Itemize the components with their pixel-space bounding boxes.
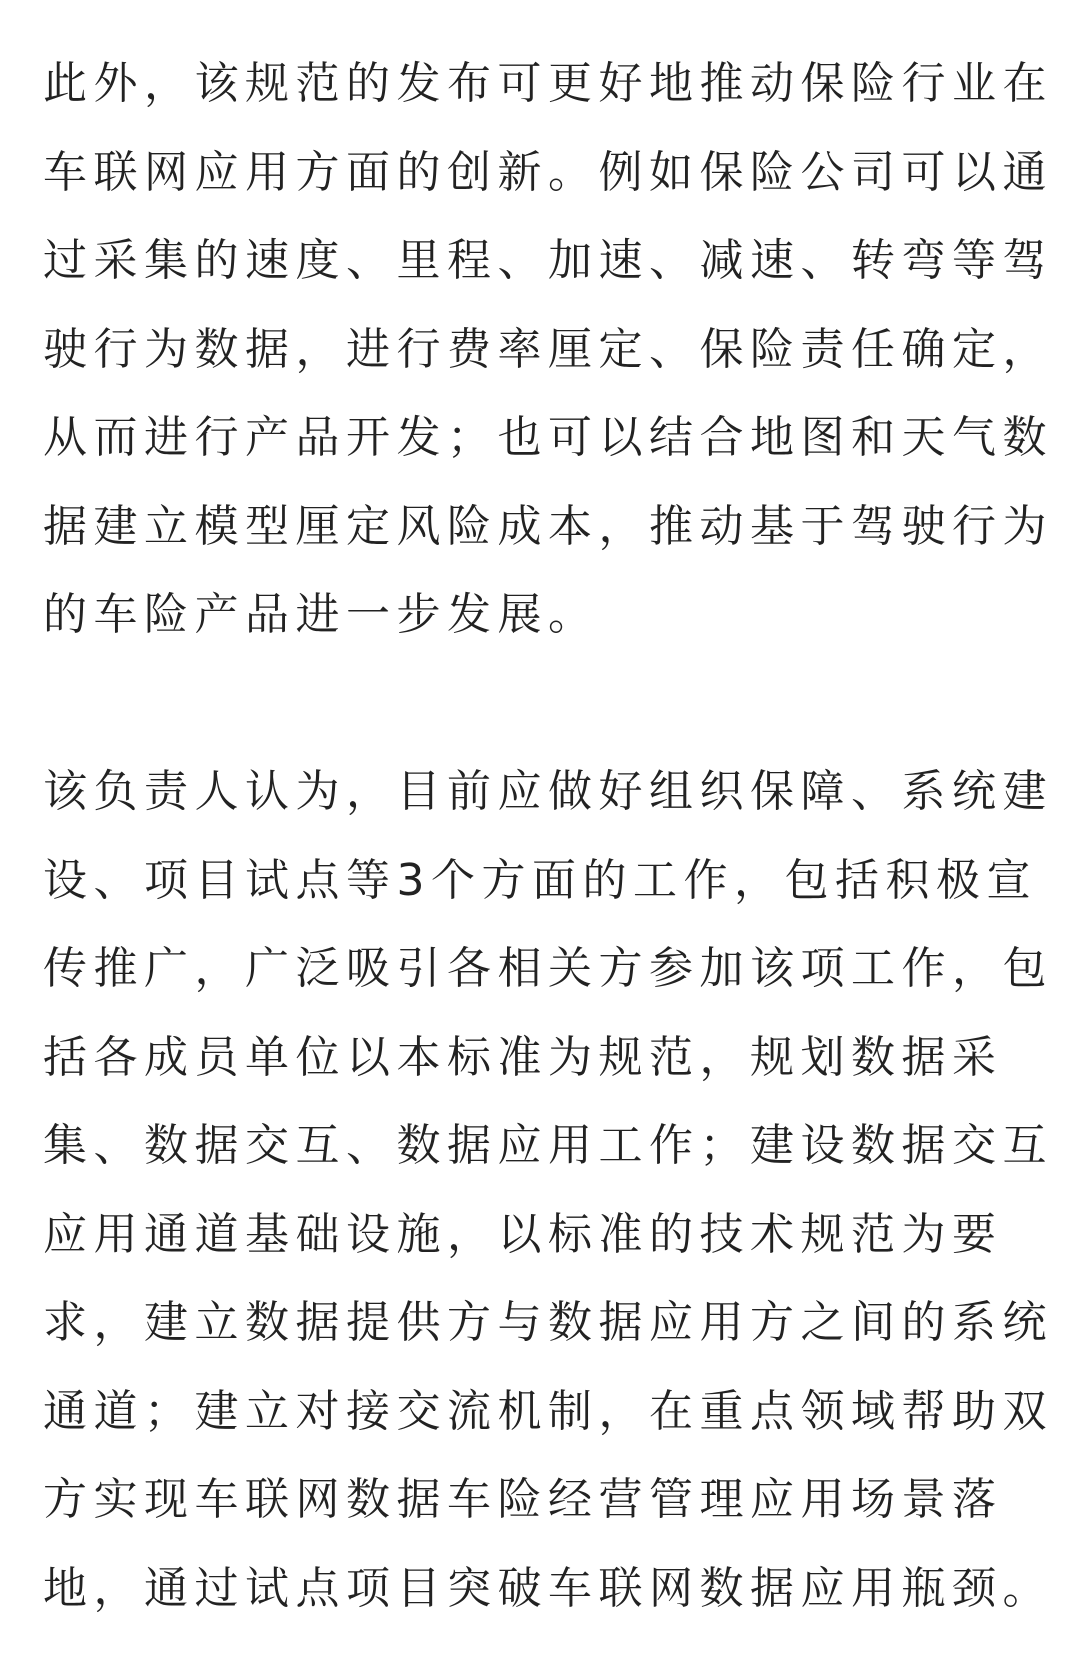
text-line: 地，通过试点项目突破车联网数据应用瓶颈。 [43, 1562, 1053, 1614]
text-line: 据建立模型厘定风险成本，推动基于驾驶行为 [43, 500, 1053, 552]
text-line: 通道；建立对接交流机制，在重点领域帮助双 [43, 1385, 1053, 1437]
paragraph-work-plan [43, 748, 1053, 1633]
article-body [43, 40, 1053, 1633]
text-line: 车联网应用方面的创新。例如保险公司可以通 [43, 146, 1053, 198]
text-line: 从而进行产品开发；也可以结合地图和天气数 [43, 412, 1053, 463]
text-line: 括各成员单位以本标准为规范，规划数据采 [43, 1031, 1003, 1083]
text-line: 过采集的速度、里程、加速、减速、转弯等驾 [43, 235, 1053, 286]
text-line: 传推广，广泛吸引各相关方参加该项工作，包 [43, 943, 1053, 994]
text-line: 应用通道基础设施，以标准的技术规范为要 [43, 1208, 1003, 1260]
text-line: 求，建立数据提供方与数据应用方之间的系统 [43, 1297, 1053, 1348]
text-line: 集、数据交互、数据应用工作；建设数据交互 [43, 1120, 1053, 1171]
text-line: 驶行为数据，进行费率厘定、保险责任确定， [43, 323, 1053, 375]
text-line: 的车险产品进一步发展。 [43, 589, 599, 640]
text-line: 设、项目试点等3个方面的工作，包括积极宣 [43, 854, 1037, 906]
text-line: 此外，该规范的发布可更好地推动保险行业在 [43, 58, 1053, 109]
paragraph-insurance-innovation [43, 40, 1053, 660]
text-line: 该负责人认为，目前应做好组织保障、系统建 [43, 766, 1053, 817]
paragraph-spacer [43, 660, 1043, 749]
text-line: 方实现车联网数据车险经营管理应用场景落 [43, 1474, 1003, 1525]
